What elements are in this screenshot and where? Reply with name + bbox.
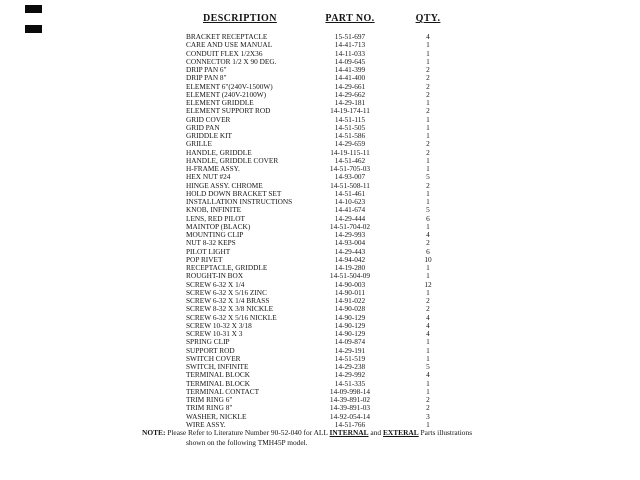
part-description: PILOT LIGHT (186, 246, 231, 256)
part-number: 14-41-674 (334, 205, 366, 215)
part-number: 14-51-766 (334, 419, 366, 429)
part-number: 14-19-174-11 (330, 106, 370, 116)
part-description: WASHER, NICKLE (186, 411, 247, 421)
part-number: 14-51-519 (334, 353, 366, 363)
table-row (186, 413, 466, 421)
part-description: HOLD DOWN BRACKET SET (186, 188, 282, 198)
part-description: TERMINAL BLOCK (186, 378, 250, 388)
part-description: ELEMENT SUPPORT ROD (186, 106, 271, 116)
part-qty: 1 (426, 114, 430, 124)
part-description: ROUGHT-IN BOX (186, 271, 244, 281)
part-description: DRIP PAN 8" (186, 73, 227, 83)
part-number: 14-29-444 (334, 213, 366, 223)
part-number: 14-39-891-03 (329, 403, 371, 413)
part-qty: 1 (426, 271, 430, 281)
table-row (186, 58, 466, 66)
part-qty: 12 (424, 279, 432, 289)
table-row (186, 116, 466, 124)
part-qty: 1 (426, 155, 430, 165)
part-qty: 4 (426, 312, 430, 322)
note-internal: INTERNAL (329, 428, 369, 437)
part-qty: 1 (426, 221, 430, 231)
part-number: 14-09-874 (334, 337, 366, 347)
part-qty: 2 (426, 89, 430, 99)
part-qty: 6 (426, 246, 430, 256)
part-description: H-FRAME ASSY. (186, 164, 240, 173)
part-description: SWITCH, INFINITE (186, 362, 249, 371)
part-description: SCREW 6-32 X 1/4 BRASS (186, 296, 270, 305)
part-number: 14-92-054-14 (329, 411, 371, 421)
part-description: SCREW 6-32 X 5/16 NICKLE (186, 312, 277, 322)
part-number: 14-51-335 (334, 378, 366, 388)
part-qty: 1 (426, 98, 430, 107)
note-text-post: Parts illustrations (420, 428, 473, 437)
part-qty: 1 (426, 40, 430, 50)
part-description: HINGE ASSY. CHROME (186, 180, 263, 190)
part-qty: 3 (426, 411, 430, 421)
part-qty: 1 (426, 263, 430, 272)
part-description: GRIDDLE KIT (186, 131, 233, 140)
part-qty: 2 (426, 403, 430, 413)
part-number: 14-51-705-03 (329, 164, 371, 173)
part-number: 14-93-004 (334, 238, 366, 248)
parts-table-body (186, 33, 466, 429)
note-label: NOTE: (142, 428, 166, 437)
part-description: LENS, RED PILOT (186, 213, 245, 223)
part-description: ELEMENT GRIDDLE (186, 98, 254, 107)
part-description: SWITCH COVER (186, 353, 241, 363)
part-description: MOUNTING CLIP (186, 230, 244, 239)
part-description: RECEPTACLE, GRIDDLE (186, 263, 268, 272)
part-number: 14-41-713 (334, 40, 366, 50)
table-header (186, 13, 466, 24)
part-qty: 5 (426, 362, 430, 371)
part-description: INSTALLATION INSTRUCTIONS (186, 197, 293, 206)
part-qty: 2 (426, 81, 430, 91)
part-description: TRIM RING 8" (186, 403, 233, 413)
part-number: 14-29-661 (334, 81, 366, 91)
part-qty: 1 (426, 131, 430, 140)
part-qty: 2 (426, 106, 430, 116)
part-description: DRIP PAN 6" (186, 65, 227, 74)
part-qty: 1 (426, 345, 430, 355)
part-number: 14-90-129 (334, 329, 366, 338)
part-number: 14-29-443 (334, 246, 366, 256)
part-description: CONNECTOR 1/2 X 90 DEG. (186, 56, 277, 66)
header-qty: QTY. (415, 13, 441, 24)
part-description: TRIM RING 6" (186, 395, 233, 404)
part-number: 14-29-992 (334, 370, 366, 380)
part-qty: 1 (426, 287, 430, 297)
part-description: MAINTOP (BLACK) (186, 221, 251, 231)
note-external: EXTERAL (382, 428, 419, 437)
part-description: WIRE ASSY. (186, 419, 226, 429)
part-description: GRID COVER (186, 114, 231, 124)
part-description: TERMINAL BLOCK (186, 370, 250, 380)
part-qty: 2 (426, 139, 430, 149)
part-qty: 4 (426, 320, 430, 330)
part-qty: 2 (426, 73, 430, 83)
part-description: SCREW 6-32 X 5/16 ZINC (186, 287, 267, 297)
part-qty: 4 (426, 32, 430, 41)
part-description: GRID PAN (186, 122, 220, 132)
part-number: 14-51-508-11 (330, 180, 370, 190)
part-qty: 1 (426, 188, 430, 198)
part-description: HEX NUT #24 (186, 172, 231, 182)
part-number: 14-29-238 (334, 362, 366, 371)
part-qty: 1 (426, 386, 430, 396)
part-number: 15-51-697 (334, 32, 366, 41)
part-number: 14-09-645 (334, 56, 366, 66)
part-number: 14-29-191 (334, 345, 366, 355)
part-description: SCREW 8-32 X 3/8 NICKLE (186, 304, 274, 314)
note-text-pre: Please Refer to Literature Number 90-52-040 for ALL (167, 428, 328, 437)
part-description: SCREW 10-32 X 3/18 (186, 320, 252, 330)
scan-mark-icon (25, 5, 42, 13)
part-number: 14-51-461 (334, 188, 366, 198)
parts-table (186, 13, 466, 429)
part-description: ELEMENT (240V-2100W) (186, 89, 267, 99)
part-number: 14-39-891-02 (329, 395, 371, 404)
part-qty: 1 (426, 353, 430, 363)
part-number: 14-93-007 (334, 172, 366, 182)
note-line-1 (142, 428, 532, 438)
part-qty: 4 (426, 230, 430, 239)
part-description: BRACKET RECEPTACLE (186, 32, 268, 41)
table-row (186, 66, 466, 74)
part-number: 14-90-011 (334, 287, 366, 297)
part-qty: 10 (424, 254, 432, 264)
part-qty: 2 (426, 304, 430, 314)
part-qty: 1 (426, 419, 430, 429)
part-number: 14-29-181 (334, 98, 366, 107)
part-number: 14-29-662 (334, 89, 366, 99)
part-number: 14-29-993 (334, 230, 366, 239)
part-description: KNOB, INFINITE (186, 205, 242, 215)
part-number: 14-90-028 (334, 304, 366, 314)
part-description: HANDLE, GRIDDLE COVER (186, 155, 279, 165)
part-qty: 4 (426, 329, 430, 338)
note-line-2: shown on the following TMH45P model. (186, 437, 308, 447)
part-qty: 2 (426, 395, 430, 404)
part-number: 14-19-115-11 (330, 147, 370, 157)
part-description: SCREW 6-32 X 1/4 (186, 279, 245, 289)
part-number: 14-90-003 (334, 279, 366, 289)
part-number: 14-41-400 (334, 73, 366, 83)
part-description: SPRING CLIP (186, 337, 230, 347)
part-description: SCREW 10-31 X 3 (186, 329, 243, 338)
header-part-no: PART NO. (325, 13, 375, 24)
part-number: 14-41-399 (334, 65, 366, 74)
part-number: 14-51-704-02 (329, 221, 371, 231)
part-number: 14-51-115 (334, 114, 366, 124)
scan-mark-icon (25, 25, 42, 33)
part-number: 14-19-280 (334, 263, 366, 272)
part-qty: 2 (426, 147, 430, 157)
part-qty: 1 (426, 164, 430, 173)
part-number: 14-29-659 (334, 139, 366, 149)
part-qty: 2 (426, 238, 430, 248)
part-description: CARE AND USE MANUAL (186, 40, 273, 50)
part-qty: 1 (426, 48, 430, 58)
part-qty: 4 (426, 370, 430, 380)
part-description: CONDUIT FLEX 1/2X36 (186, 48, 263, 58)
part-number: 14-51-504-09 (329, 271, 371, 281)
part-description: TERMINAL CONTACT (186, 386, 260, 396)
part-qty: 2 (426, 296, 430, 305)
part-description: GRILLE (186, 139, 212, 149)
part-qty: 2 (426, 180, 430, 190)
table-row (186, 132, 466, 140)
part-qty: 1 (426, 197, 430, 206)
part-description: SUPPORT ROD (186, 345, 235, 355)
part-qty: 1 (426, 122, 430, 132)
part-description: POP RIVET (186, 254, 223, 264)
part-number: 14-09-998-14 (329, 386, 371, 396)
part-qty: 6 (426, 213, 430, 223)
part-number: 14-51-462 (334, 155, 366, 165)
part-number: 14-90-129 (334, 312, 366, 322)
part-description: ELEMENT 6"(240V-1500W) (186, 81, 273, 91)
part-number: 14-51-505 (334, 122, 366, 132)
part-qty: 5 (426, 205, 430, 215)
part-qty: 1 (426, 378, 430, 388)
note (142, 428, 532, 447)
part-number: 14-51-586 (334, 131, 366, 140)
part-qty: 5 (426, 172, 430, 182)
part-number: 14-11-033 (334, 48, 366, 58)
part-description: HANDLE, GRIDDLE (186, 147, 252, 157)
part-number: 14-94-042 (334, 254, 366, 264)
part-qty: 1 (426, 337, 430, 347)
part-number: 14-90-129 (334, 320, 366, 330)
part-description: NUT 8-32 KEPS (186, 238, 236, 248)
part-qty: 2 (426, 65, 430, 74)
part-number: 14-10-623 (334, 197, 366, 206)
part-qty: 1 (426, 56, 430, 66)
header-description: DESCRIPTION (203, 13, 277, 24)
part-number: 14-91-022 (334, 296, 366, 305)
note-and: and (370, 428, 382, 437)
